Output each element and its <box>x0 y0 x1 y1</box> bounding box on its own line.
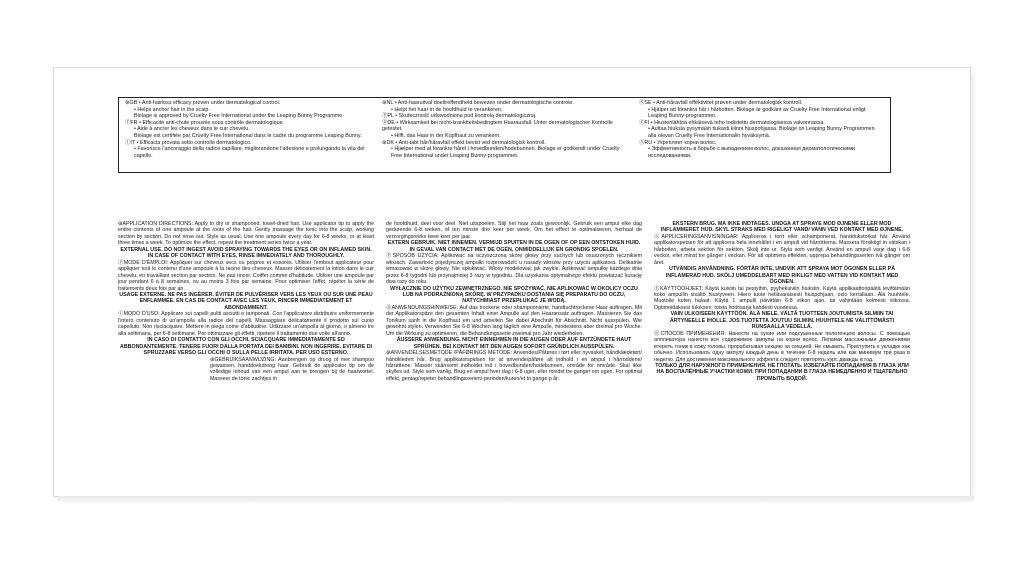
directions-paragraph: ⒻMODE D'EMPLOI: Appliquer sur cheveux secs ou propres et essorés. Utiliser l'embout applicateur pour appliquer tout le contenu d'une ampoule à la racine des cheveux. Masser délicatement la lotion dans le cuir chevelu, en travaillant section par section. Ne pas rincer. Coiffer comme d'habitude. Utiliser une ampoule par jour pendant 6 à 8 semaines, ou au moins 3 fois par semaine. Pour optimiser l'effet, répéter la série de traitements deux fois par an. <box>118 259 374 292</box>
claim-line: ⒻFR • Efficacité anti-chute prouvée sous contrôle dermatologique. <box>125 119 285 126</box>
directions-paragraph: ⊛APPLICATION DIRECTIONS: Apply to dry or shampooed, towel-dried hair. Use applicator tip to apply the entire contents of one ampoule at the roots of the hair. Gently massage the tonic into the scalp, working section by section. Do not rinse out. Style as usual. Use one ampoule every day for 6-8 weeks, or at least three times a week. To optimize the effect, repeat the treatment series twice a year. <box>118 221 374 247</box>
claim-line: • Hjælper med at forankre håret i hovedbunden/hodebunnen. Biolage er godkendt under Cruelty Free International under Leaping Bunny-programmet. <box>391 146 620 159</box>
claim-line: ⓈSE • Anti-håravfall effektivitet prøven under dermatologisk kontroll. <box>639 100 803 106</box>
directions-column-2 <box>386 221 642 501</box>
directions-paragraph: ⓈAPPLICERINGSANVISNINGAR: Appliceras i torrt eller schamponerat, handdukstorkat hår. Använd applikatorspetsen för att applicera hela innehållet i en ampull vid hårrötterna. Massera försiktigt in vätskan i hårbotten, arbeta sektion för sektion. Skölj inte ur. Styla som vanligt. Använd en ampull varje dag i 6-8 veckor, eller minst tre gånger i veckan. För att optimera effekten, upprepa behandlingsserien två gånger om året. <box>654 233 910 266</box>
claims-column-1 <box>119 98 376 172</box>
claim-line: • Helps anchor hair in the scalp. <box>134 106 210 113</box>
directions-paragraph: ⓅSPOSÓB UŻYCIA: Aplikować na oczyszczoną skórę głowy przy suchych lub osuszonych ręcznikiem włosach. Zawartość pojedynczej ampułki rozprowadzić u nasady włosów przy użyciu aplikatora. Delikatnie wmasować w skórę głowy. Nie spłukiwać. Włosy modelować jak zwykle. Aplikować ampułkę każdego dnia przez 6-8 tygodni lub przynajmniej 3 razy w tygodniu. Dla uzyskania optymalnego efektu powtarzać kurację dwa razy do roku. <box>386 253 642 286</box>
directions-column-1 <box>118 221 374 501</box>
directions-paragraph: ⓇСПОСОБ ПРИМЕНЕНИЯ: Нанести на сухие или подсушенные полотенцем волосы. С помощью аппликатора нанести все содержимое ампулы на корни волос. Легкими массажными движениями втереть тоник в кожу головы, прорабатывая секцию за секцией. Не смывать. Приступить к укладке как обычно. Использовать одну ампулу каждый день в течение 6-8 недель или как минимум три раза в неделю. Для достижения максимального эффекта следует повторять курс дважды в год. <box>654 330 910 363</box>
claim-line: • Hjälper att förankra hår i hårbotten. Biolage är godkänt av Cruelty Free International enligt Leaping Bunny-programmet. <box>648 106 866 120</box>
directions-paragraph: ⒹANWENDUNGSHINWEISE: Auf das trockene oder shampoonierte, handtuchtrockene Haar auftragen. Mit der Applikatorspitze den gesamten Inhalt einer Ampulle auf den Haaransatz auftragen. Massieren Sie das Tonikum sanft in die Kopfhaut ein und arbeiten Sie dabei Abschnitt für Abschnitt. Nicht ausspülen. Wie gewohnt stylen. Verwenden Sie 6-8 Wochen lang täglich eine Ampulle, mindestens aber dreimal pro Woche. Um die Wirkung zu optimieren, die Behandlungsserie zweimal pro Jahr wiederholen. <box>386 304 642 337</box>
warning-paragraph: VAIN ULKOISEEN KÄYTTÖÖN. ÄLÄ NIELE. VÄLTÄ TUOTTEEN JOUTUMISTA SILMIIN TAI ÄRTYNEELLE IHOLLE. JOS TUOTETTA JOUTUU SILMIIN, HUUHTELE NE VÄLITTÖMÄSTI RUNSAALLA VEDELLÄ. <box>669 311 895 331</box>
claim-line: • Auttaa hiuksia pysymään tiukasti kiinni hiuspohjassa. Biolage on Leaping Bunny Programmen alla olevan Cruelty Free Internationalin hyväksymä. <box>648 126 875 139</box>
directions-column-3 <box>654 221 910 501</box>
warning-paragraph: EXTERNAL USE. DO NOT INGEST AVOID SPRAYING TOWARDS THE EYES OR ON INFLAMED SKIN. IN CASE OF CONTACT WITH EYES, RINSE IMMEDIATELY AND THOROUGHLY. <box>120 246 372 260</box>
warning-paragraph: IN CASO DI CONTATTO CON GLI OCCHI, SCIACQUARE IMMEDIATAMENTE ED ABBONDANTEMENTE. TENERE FUORI DALLA PORTATA DEI BAMBINI. NON INGERIRE. EVITARE DI SPRUZZARE VERSO GLI OCCHI O SULLA PELLE IRRITATA. PER USO ESTERNO. <box>120 337 372 357</box>
directions-paragraph: ⊛ANVENDELSESMETODE /PÅFØRINGS METODE: Anvendes/Påføres i tørt eller nyvasket, håndklædetørt/ håndkledert hår. Brug applikatorspidsen for at anvende/påføre alt indhold i en ampul i hårroddene/ hårrøttene. Massér skånsomt indholdet ind i hovedbunden/hodebunnen, område for område. Skal ikke skylles ud. Style som vanlig. Brug en ampul hver dag i 6-8 uger, eller mindst tre ganger om ugen. For optimal effekt, gentag/repeter behandlingsserien/-perioden/kuren/et to gange p år. <box>386 350 642 382</box>
claim-line: • Hilft, das Haar in der Kopfhaut zu verankern. <box>391 132 501 139</box>
claim-line: Biolage est certifiée par Cruelty Free International dans le cadre du programme Leaping Bunny. <box>134 132 362 139</box>
directions-paragraph: ⒻKÄYTTÖOHJEET: Käytä kuiviin tai pestyihin, pyyhekuiviin hiuksiin. Käytä applikaattoripäätä levittämään koko ampullin sisältö hiustyveen. Hiero tuote hellävaraisesti hiuspohjaan, osio kerrallaan. Älä huuhtele. Muotoile kuten halaat. Käytä 1 ampulli päivittäin 6-8 viikon ajan, tai vähintään kolmesti viikossa. Optimoidaksesi tuloksen, toista hoitosarja kahdesti vuodessa. <box>654 285 910 311</box>
claim-line: Biolage is approved by Cruelty Free International under the Leaping Bunny Programme. <box>134 113 344 120</box>
warning-paragraph: EXTERN GEBRUIK. NIET INNEMEN. VERMIJD SPUITEN IN DE OGEN OF OP EEN ONTSTOKEN HUID. IN GEVAL VAN CONTACT MET DE OGEN, ONMIDDELLIJK EN GRONDIG SPOELEN. <box>387 240 641 253</box>
claim-line: ⒻFI • Hiustenlähtöä ehkäisevä teho todistettu dermatologisessa valvonnassa. <box>639 119 825 126</box>
warning-paragraph: EKSTERN BRUG. MÅ IKKE INDTAGES. UNDGÅ AT SPRAYE MOD ØJNENE ELLER MOD INFLAMMERET HUD. SKYL STRAKS MED RIGELIGT VAND/ VANN VED KONTAKT MED ØJNENE. <box>660 221 904 234</box>
claim-line: ⒹDE • Wirksamkeit bei nicht-krankheitsbedingtem Haarausfall. Unter dermatologischer Kontrolle getestet. <box>382 119 613 133</box>
claim-line: ⓇRU • Укрепляет корни волос. <box>639 139 717 146</box>
directions-columns <box>118 221 910 501</box>
leaflet-sheet <box>54 68 970 496</box>
claims-column-2 <box>376 98 633 172</box>
directions-paragraph: ⒾMODO D'USO: Applicare sui capelli puliti asciutti o tamponati. Con l'applicatore distribuire uniformemente l'intero contenuto di un'ampolla alla radice dei capelli. Massaggiare delicatamente il prodotto sul cuoio capelluto. Non risciacquare. Mettere in piega come d'abitudine. Utilizzare un'ampolla al giorno, o almeno tre alla settimana, per 6-8 settimane. Per ottimizzare gli effetti, ripetere il trattamento due volte all'anno. <box>118 311 374 337</box>
claim-line: • Favorisce l'ancoraggio della radice capillare, migliorandone l'adesione e prolungando la vita del capello. <box>134 146 365 159</box>
claim-line: • Aide à ancrer les cheveux dans le cuir chevelu. <box>134 126 250 133</box>
warning-paragraph: USAGE EXTERNE. NE PAS INGÉRER. ÉVITER DE PULVÉRISER VERS LES YEUX OU SUR UNE PEAU ENFLAMMÉE. EN CAS DE CONTACT AVEC LES YEUX, RINCER IMMÉDIATEMENT ET ABONDAMMENT. <box>119 291 373 311</box>
claim-line: ⒾIT • Efficacia provata sotto controllo dermatologico. <box>125 139 252 146</box>
warning-paragraph: ÄUSSERE ANWENDUNG. NICHT EINNEHMEN IN DIE AUGEN ODER AUF ENTZÜNDETE HAUT SPRÜHEN. BEI KONTAKT MIT DEN AUGEN SOFORT GRÜNDLICH AUSSPÜLEN. <box>396 337 632 350</box>
claim-line: ⊛GB • Anti-hairloss efficacy proven under dermatological control. <box>125 100 281 106</box>
directions-paragraph: de hoofdhuid, deel voor deel. Niet uitspoelen. Stijl het haar zoals gewoonlijk. Gebruik een ampul elke dag gedurende 6-8 weken, of ten minste drie keer per week. Om het effect te optimaliseren, herhaal de verzorgingsreeks twee keer per jaar. <box>386 221 642 240</box>
directions-paragraph: ⊛GEBRUIKSAANWIJZING: Aanbrengen op droog of met shampoo gewassen, handdoekdroog haar. Gebruik de applicator tip om de volledige inhoud van een ampul aan te brengen bij de haarwortel. Masseer de tonic zachtjes in <box>210 356 374 382</box>
warning-paragraph: WYŁĄCZNIE DO UŻYTKU ZEWNĘTRZNEGO. NIE SPOŻYWAĆ. NIE APLIKOWAĆ W OKOLICY OCZU LUB NA PODRAŻNIONĄ SKÓRĘ. W PRZYPADKU DOSTANIA SIĘ PREPARATU DO OCZU, NATYCHMIAST PRZEPŁUKAĆ JE WODĄ. <box>390 285 638 305</box>
claim-line: • Helpt het haar in de hoofdhuid te verankeren. <box>391 106 503 113</box>
warning-paragraph: ТОЛЬКО ДЛЯ НАРУЖНОГО ПРИМЕНЕНИЯ. НЕ ГЛОТАТЬ. ИЗБЕГАЙТЕ ПОПАДАНИЯ В ГЛАЗА ИЛИ НА ВОСПАЛЁННЫЕ УЧАСТКИ КОЖИ. ПРИ ПОПАДАНИИ В ГЛАЗА НЕМЕДЛЕННО И ТЩАТЕЛЬНО ПРОМЫТЬ ВОДОЙ. <box>655 362 909 382</box>
claims-box <box>118 97 891 173</box>
claim-line: • Эффективность в борьбе с выпадением волос, доказанная дерматологическими исследованиями. <box>648 146 856 159</box>
warning-paragraph: UTVÄNDIG ANVÄNDNING. FÖRTÄR INTE, UNDVIK ATT SPRAYA MOT ÖGONEN ELLER PÅ INFLAMERAD HUD. SKÖLJ UMEDDELBART MED RIKLIGT MED VATTEN VID KONTAKT MED ÖGONEN. <box>665 266 899 286</box>
claim-line: ⊛NL • Anti-haaruitval doeltreffendheid bewezen onder dermatologische controle. <box>382 100 574 106</box>
claims-column-3 <box>633 98 890 172</box>
claim-line: ⊛DK • Anti-tabt hår/håravfall effekt bevist ved dermatologisk kontroll. <box>382 139 546 146</box>
claim-line: ⓅPL • Skuteczność udowodniona pod kontrolą dermatologiczną. <box>382 113 537 120</box>
